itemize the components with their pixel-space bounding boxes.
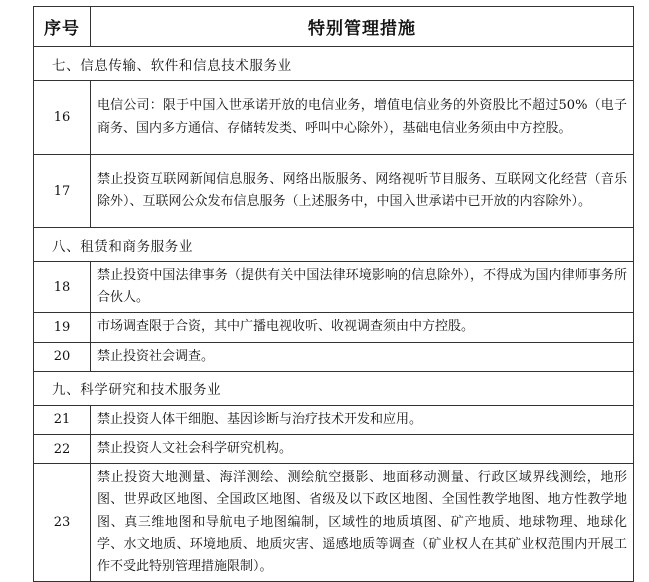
row-number: 18	[34, 262, 91, 313]
row-measure-text: 禁止投资互联网新闻信息服务、网络出版服务、网络视听节目服务、互联网文化经营（音乐除外）、互联网公众发布信息服务（上述服务中，中国入世承诺中已开放的内容除外）。	[91, 155, 634, 228]
row-measure-text: 禁止投资社会调查。	[91, 342, 634, 371]
row-number: 23	[34, 464, 91, 582]
row-number: 19	[34, 313, 91, 342]
row-number: 20	[34, 342, 91, 371]
section-title-leasing-business: 八、租赁和商务服务业	[34, 228, 634, 262]
table-row	[34, 262, 634, 313]
header-special-measures: 特别管理措施	[91, 7, 634, 47]
row-measure-text: 市场调查限于合资，其中广播电视收听、收视调查须由中方控股。	[91, 313, 634, 342]
section-row	[34, 371, 634, 405]
table-row	[34, 155, 634, 228]
row-number: 17	[34, 155, 91, 228]
header-serial-number: 序号	[34, 7, 91, 47]
row-measure-text: 禁止投资大地测量、海洋测绘、测绘航空摄影、地面移动测量、行政区域界线测绘，地形图、世界政区地图、全国政区地图、省级及以下政区地图、全国性教学地图、地方性教学地图、真三维地图和导航电子地图编制，区域性的地质填图、矿产地质、地球物理、地球化学、水文地质、环境地质、地质灾害、遥感地质等调查（矿业权人在其矿业权范围内开展工作不受此特别管理措施限制）。	[91, 464, 634, 582]
row-measure-text: 禁止投资人文社会科学研究机构。	[91, 435, 634, 464]
section-title-it-services: 七、信息传输、软件和信息技术服务业	[34, 47, 634, 81]
row-measure-text: 电信公司：限于中国入世承诺开放的电信业务，增值电信业务的外资股比不超过50%（电子商务、国内多方通信、存储转发类、呼叫中心除外），基础电信业务须由中方控股。	[91, 81, 634, 155]
section-row	[34, 47, 634, 81]
table-row	[34, 405, 634, 434]
table-header-row	[34, 7, 634, 47]
section-row	[34, 228, 634, 262]
row-number: 22	[34, 435, 91, 464]
table-row	[34, 81, 634, 155]
table-row	[34, 342, 634, 371]
section-title-research-tech: 九、科学研究和技术服务业	[34, 371, 634, 405]
row-number: 16	[34, 81, 91, 155]
row-number: 21	[34, 405, 91, 434]
row-measure-text: 禁止投资中国法律事务（提供有关中国法律环境影响的信息除外），不得成为国内律师事务所合伙人。	[91, 262, 634, 313]
table-row	[34, 313, 634, 342]
measures-table-wrapper	[33, 6, 633, 582]
special-measures-table	[33, 6, 634, 582]
table-row	[34, 435, 634, 464]
row-measure-text: 禁止投资人体干细胞、基因诊断与治疗技术开发和应用。	[91, 405, 634, 434]
